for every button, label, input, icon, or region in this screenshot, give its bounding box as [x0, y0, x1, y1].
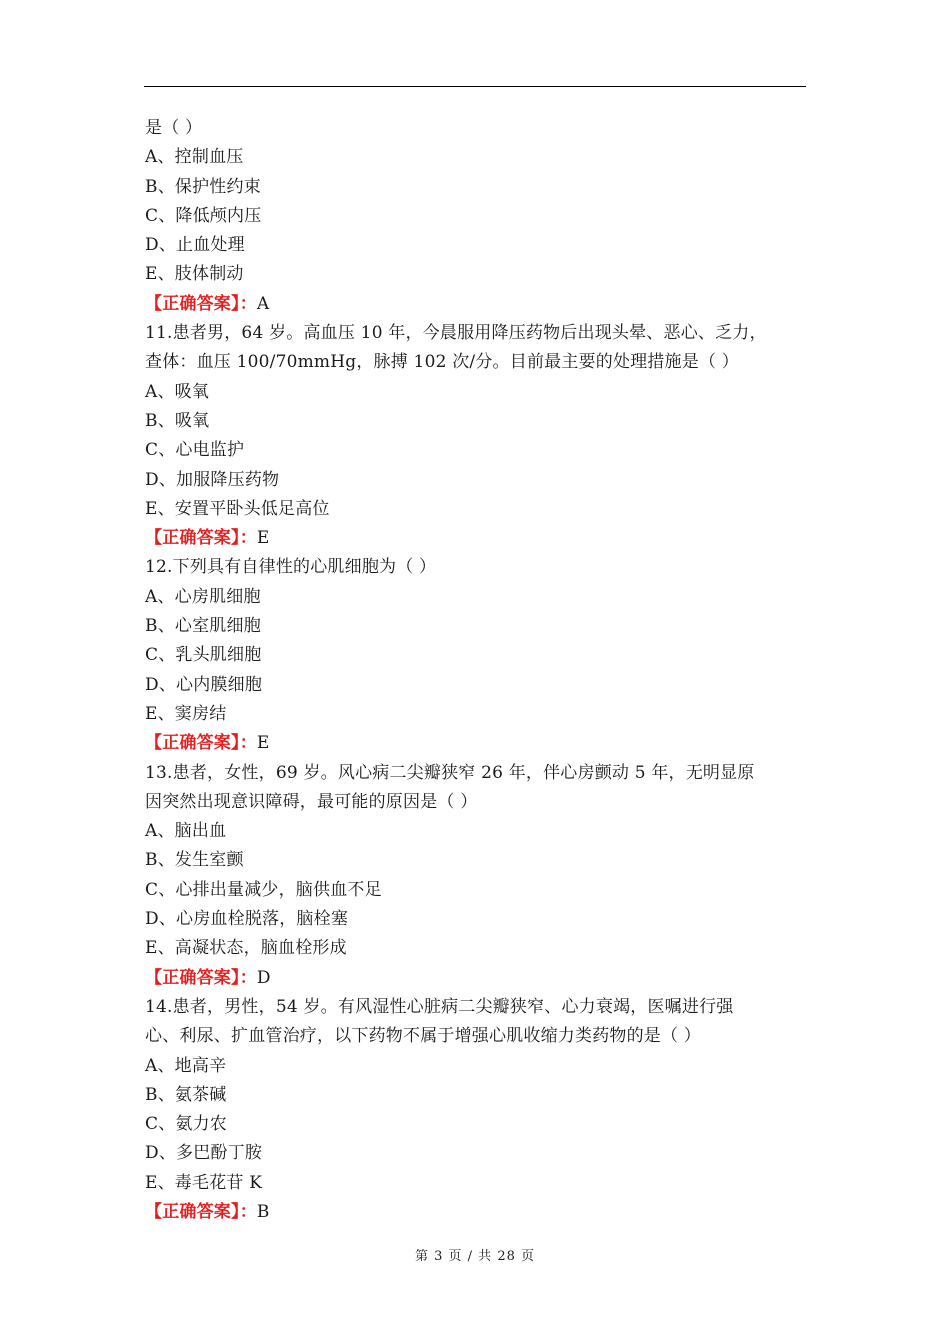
option-c: C、乳头肌细胞 [145, 645, 262, 666]
question-stem: 13.患者，女性，69 岁。风心病二尖瓣狭窄 26 年，伴心房颤动 5 年，无明显原 [145, 762, 755, 783]
option-d: D、多巴酚丁胺 [145, 1143, 263, 1164]
option-e: E、安置平卧头低足高位 [145, 498, 330, 519]
answer-label: 【正确答案】： [145, 733, 257, 754]
option-b: B、吸氧 [145, 410, 210, 431]
option-a: A、吸氧 [145, 381, 210, 402]
option-d: D、心房血栓脱落，脑栓塞 [145, 909, 349, 930]
option-b: B、发生室颤 [145, 850, 244, 871]
question-stem: 14.患者，男性，54 岁。有风湿性心脏病二尖瓣狭窄、心力衰竭，医嘱进行强 [145, 996, 734, 1017]
answer-line [145, 524, 810, 553]
question-stem: 心、利尿、扩血管治疗，以下药物不属于增强心肌收缩力类药物的是（ ） [145, 1026, 702, 1047]
question-stem: 12.下列具有自律性的心肌细胞为（ ） [145, 557, 437, 578]
question-14 [145, 993, 810, 1227]
option-e: E、毒毛花苷 K [145, 1172, 263, 1193]
answer-value: A [256, 293, 270, 314]
option-b: B、心室肌细胞 [145, 616, 261, 637]
answer-value: E [256, 733, 270, 754]
answer-line [145, 729, 810, 758]
page-content [145, 114, 810, 1227]
answer-line [145, 964, 810, 993]
answer-label: 【正确答案】： [145, 293, 257, 314]
option-d: D、心内膜细胞 [145, 674, 263, 695]
question-11 [145, 319, 810, 553]
option-d: D、加服降压药物 [145, 469, 280, 490]
option-e: E、肢体制动 [145, 264, 244, 285]
option-c: C、心电监护 [145, 440, 245, 461]
option-e: E、高凝状态，脑血栓形成 [145, 938, 347, 959]
answer-label: 【正确答案】： [145, 967, 257, 988]
question-stem: 因突然出现意识障碍，最可能的原因是（ ） [145, 791, 478, 812]
question-stem: 是（ ） [145, 118, 203, 138]
header-rule [144, 86, 806, 87]
option-c: C、心排出量减少，脑供血不足 [145, 879, 382, 900]
answer-value: D [256, 967, 271, 988]
option-c: C、氨力农 [145, 1114, 228, 1135]
answer-label: 【正确答案】： [145, 1201, 257, 1222]
question-13 [145, 759, 810, 993]
question-stem: 查体：血压 100/70mmHg，脉搏 102 次/分。目前最主要的处理措施是（ ） [145, 352, 739, 373]
question-10-continuation [145, 114, 810, 319]
answer-label: 【正确答案】： [145, 528, 257, 549]
option-e: E、窦房结 [145, 703, 227, 724]
question-12 [145, 553, 810, 758]
answer-value: E [256, 528, 270, 549]
answer-line [145, 1198, 810, 1227]
option-b: B、氨茶碱 [145, 1084, 227, 1105]
option-c: C、降低颅内压 [145, 205, 262, 226]
answer-value: B [256, 1201, 270, 1222]
option-d: D、止血处理 [145, 235, 245, 256]
option-b: B、保护性约束 [145, 176, 261, 197]
answer-line [145, 290, 810, 319]
option-a: A、地高辛 [145, 1055, 227, 1076]
option-a: A、控制血压 [145, 147, 244, 168]
option-a: A、心房肌细胞 [145, 586, 261, 607]
option-a: A、脑出血 [145, 821, 227, 842]
page-number-footer: 第 3 页 / 共 28 页 [415, 1249, 535, 1264]
question-stem: 11.患者男，64 岁。高血压 10 年，今晨服用降压药物后出现头晕、恶心、乏力， [145, 323, 767, 344]
